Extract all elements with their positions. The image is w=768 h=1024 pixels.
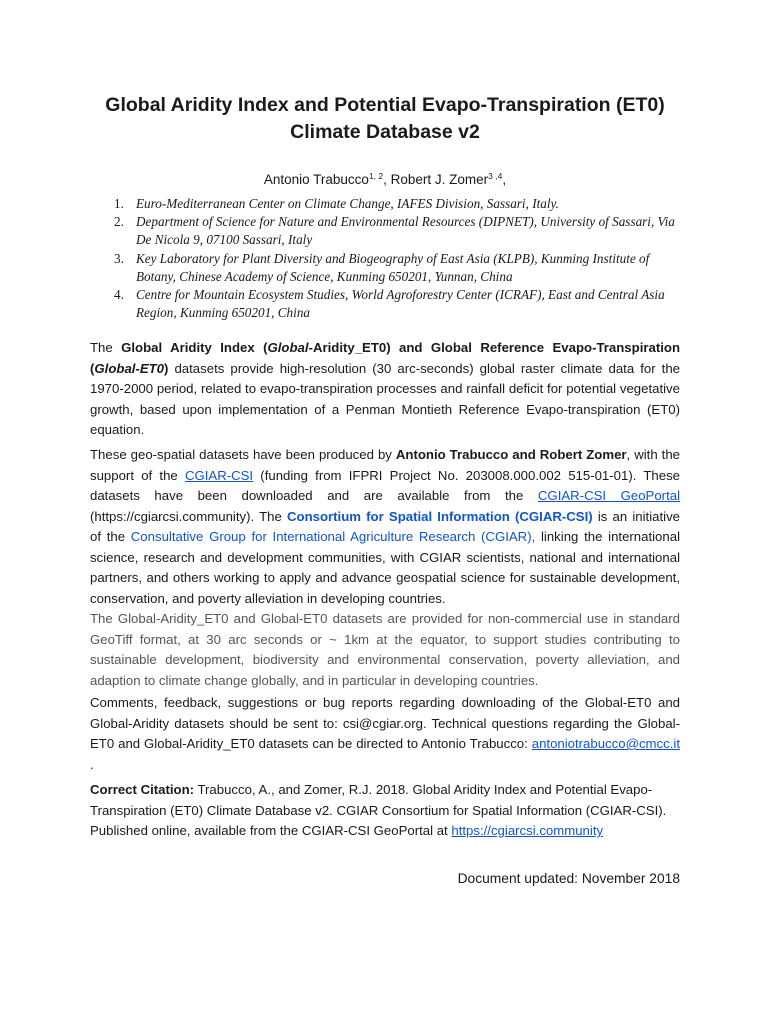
text-run: These geo-spatial datasets have been produced by — [90, 447, 396, 462]
cgiar-csi-link[interactable]: CGIAR-CSI — [184, 467, 254, 483]
consortium-link[interactable]: Consortium for Spatial Information (CGIAR-CSI) — [286, 508, 593, 524]
text-run: The — [90, 340, 122, 355]
production-paragraph — [90, 445, 680, 609]
citation-paragraph — [90, 780, 680, 842]
intro-paragraph — [90, 338, 680, 441]
citation-label: Correct Citation: — [90, 782, 195, 797]
text-run: , with the support of the — [90, 447, 680, 483]
bold-italic-run: Global-ET0 — [94, 360, 165, 376]
author-line — [90, 167, 680, 189]
affiliation-text: Centre for Mountain Ecosystem Studies, World Agroforestry Center (ICRAF), East and Central Asia Region, Kunming 650201, China — [136, 287, 665, 321]
bold-run: -Aridity_ET0) and Global Reference Evapo-Transpiration ( — [90, 340, 680, 376]
affiliation-item — [114, 195, 680, 213]
affiliation-number: 1. — [114, 196, 124, 211]
text-run: Comments, feedback, suggestions or bug reports regarding downloading of the Global-ET0 and Global-Aridity datasets should be sent to: csi@cgiar.org. Technical questions regarding the Global-ET0 and Global-Aridity_ET0 datasets can be directed to Antonio Trabucco: — [90, 695, 680, 751]
affiliation-number: 3. — [114, 250, 124, 266]
text-run: (https://cgiarcsi.community). The — [90, 508, 287, 524]
document-updated-date: Document updated: November 2018 — [457, 871, 680, 886]
author-affiliation-marker: 1, 2 — [368, 171, 384, 181]
text-run: (funding from IFPRI Project No. 203008.000.002 515-01-01). These datasets have been downloaded and are available from the — [90, 467, 680, 503]
text-run: Trabucco, A., and Zomer, R.J. 2018. Global Aridity Index and Potential Evapo-Transpiration (ET0) Climate Database v2. CGIAR Consortium for Spatial Information (CGIAR-CSI). Published online, available from the CGIAR-CSI GeoPortal at — [90, 782, 667, 838]
author-separator: , — [502, 172, 507, 187]
bold-run: Antonio Trabucco and Robert Zomer — [395, 447, 627, 462]
contact-paragraph — [90, 693, 680, 775]
geoportal-url-link[interactable]: https://cgiarcsi.community — [451, 823, 604, 838]
affiliation-item — [114, 250, 680, 286]
cgiar-link[interactable]: Consultative Group for International Agriculture Research (CGIAR), — [130, 529, 536, 544]
author-name: Antonio Trabucco — [263, 172, 369, 187]
email-link[interactable]: antoniotrabucco@cmcc.it — [531, 736, 680, 751]
author-separator: , — [383, 172, 391, 187]
document-title — [90, 92, 680, 146]
usage-paragraph: The Global-Aridity_ET0 and Global-ET0 datasets are provided for non-commercial use in standard GeoTiff format, at 30 arc seconds or ~ 1km at the equator, to support studies contributing to sustainable development, biodiversity and environmental conservation, poverty alleviation, and adaption to climate change globally, and in particular in developing countries. — [90, 611, 680, 688]
author-name: Robert J. Zomer — [390, 172, 489, 187]
bold-italic-run: Global — [267, 340, 309, 355]
title-line-2: Climate Database v2 — [290, 121, 480, 143]
affiliation-item — [114, 286, 680, 322]
text-run: is an initiative of the — [90, 508, 680, 544]
affiliation-number: 4. — [114, 287, 124, 303]
affiliation-item — [114, 213, 680, 249]
title-line-1: Global Aridity Index and Potential Evapo-Transpiration (ET0) — [105, 94, 665, 116]
bold-run: ) — [164, 360, 169, 376]
affiliation-list — [114, 195, 680, 322]
text-run: linking the international science, research and development communities, with CGIAR scientists, national and international partners, and others working to apply and advance geospatial science for sustainable development, conservation, and poverty alleviation in developing countries. — [90, 529, 680, 606]
cgiar-csi-geoportal-link[interactable]: CGIAR-CSI GeoPortal — [537, 488, 680, 503]
affiliation-number: 2. — [114, 214, 124, 230]
affiliation-text: Key Laboratory for Plant Diversity and Biogeography of East Asia (KLPB), Kunming Institute of Botany, Chinese Academy of Science, Kunming 650201, Yunnan, China — [136, 250, 650, 284]
affiliation-text: Department of Science for Nature and Environmental Resources (DIPNET), University of Sassari, Via De Nicola 9, 07100 Sassari, Italy — [136, 214, 675, 248]
bold-run: Global Aridity Index ( — [121, 340, 268, 355]
text-run: . — [90, 756, 94, 772]
affiliation-text: Euro-Mediterranean Center on Climate Change, IAFES Division, Sassari, Italy. — [136, 196, 559, 211]
author-affiliation-marker: 3 ,4 — [488, 171, 503, 181]
text-run: datasets provide high-resolution (30 arc-seconds) global raster climate data for the 1970-2000 period, related to evapo-transpiration processes and rainfall deficit for potential vegetative growth, based upon implementation of a Penman Montieth Reference Evapo-transpiration (ET0) equation. — [90, 360, 680, 437]
